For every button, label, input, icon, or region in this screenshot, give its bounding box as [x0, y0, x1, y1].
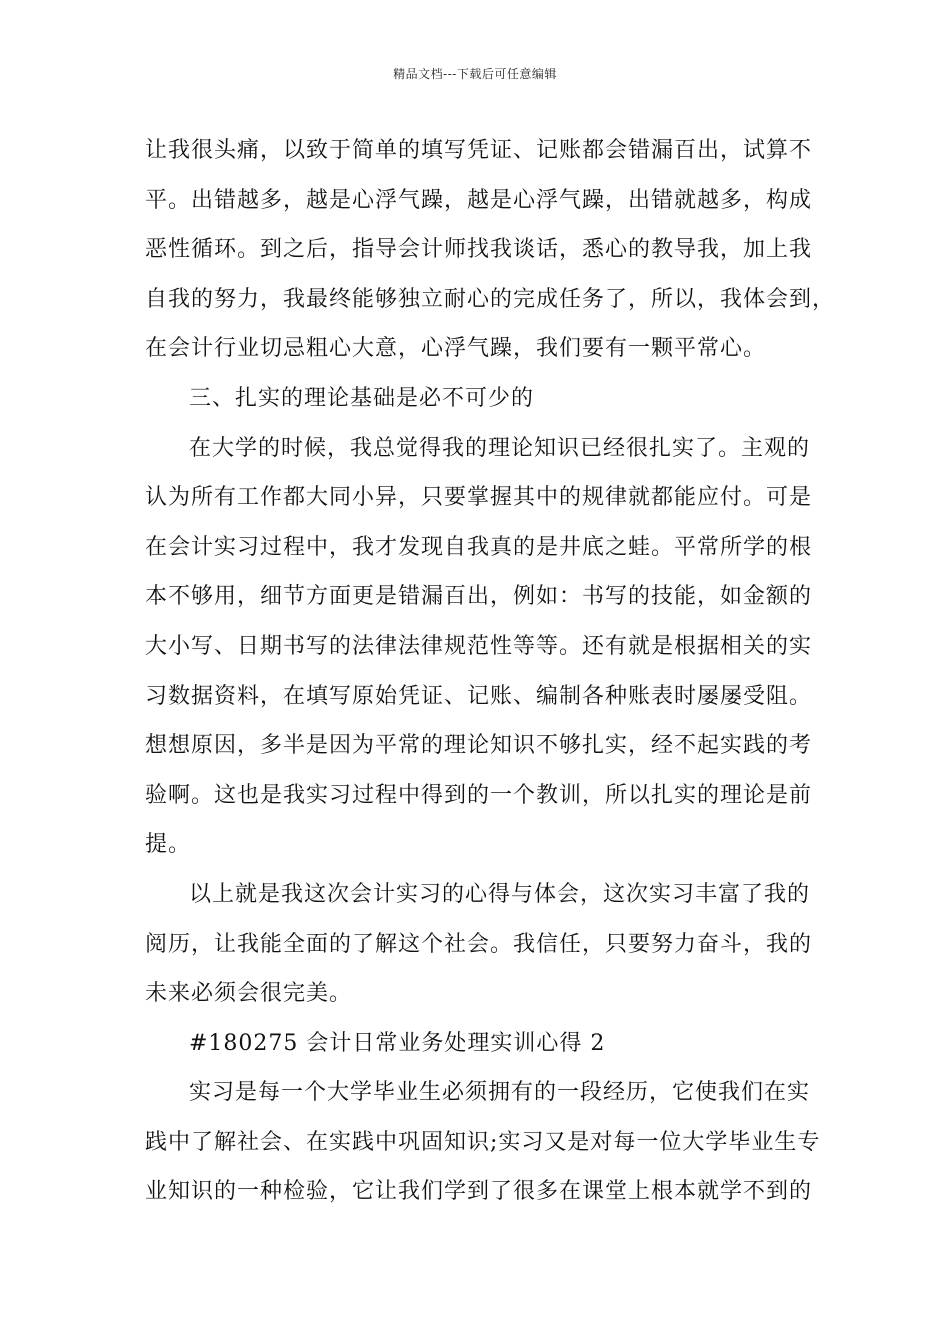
body-line: 认为所有工作都大同小异，只要掌握其中的规律就都能应付。可是	[145, 485, 813, 511]
body-line: 阅历，让我能全面的了解这个社会。我信任，只要努力奋斗，我的	[145, 931, 813, 957]
body-line: 在大学的时候，我总觉得我的理论知识已经很扎实了。主观的	[189, 435, 811, 461]
body-line: 验啊。这也是我实习过程中得到的一个教训，所以扎实的理论是前	[145, 782, 813, 808]
body-line: 平。出错越多，越是心浮气躁，越是心浮气躁，出错就越多，构成	[145, 187, 813, 213]
body-line: 在会计行业切忌粗心大意，心浮气躁，我们要有一颗平常心。	[145, 336, 767, 362]
section-heading: 三、扎实的理论基础是必不可少的	[189, 385, 535, 411]
body-line: 以上就是我这次会计实习的心得与体会，这次实习丰富了我的	[189, 881, 811, 907]
body-line: 提。	[145, 832, 192, 858]
body-line: 业知识的一种检验，它让我们学到了很多在课堂上根本就学不到的	[145, 1179, 813, 1205]
body-line: 让我很头痛，以致于简单的填写凭证、记账都会错漏百出，试算不	[145, 138, 813, 163]
body-line: 本不够用，细节方面更是错漏百出，例如：书写的技能，如金额的	[145, 584, 813, 610]
section-heading: #180275 会计日常业务处理实训心得 2	[189, 1030, 606, 1056]
body-line: 践中了解社会、在实践中巩固知识;实习又是对每一位大学毕业生专	[145, 1129, 821, 1155]
body-line: 自我的努力，我最终能够独立耐心的完成任务了，所以，我体会到，	[145, 286, 836, 312]
body-line: 想想原因，多半是因为平常的理论知识不够扎实，经不起实践的考	[145, 733, 813, 759]
body-line: 在会计实习过程中，我才发现自我真的是井底之蛙。平常所学的根	[145, 534, 813, 560]
body-line: 实习是每一个大学毕业生必须拥有的一段经历，它使我们在实	[189, 1080, 811, 1106]
page-header: 精品文档---下载后可任意编辑	[393, 67, 557, 81]
body-line: 恶性循环。到之后，指导会计师找我谈话，悉心的教导我，加上我	[145, 237, 813, 263]
body-line: 习数据资料，在填写原始凭证、记账、编制各种账表时屡屡受阻。	[145, 683, 813, 709]
document-body	[145, 126, 836, 1217]
body-line: 未来必须会很完美。	[145, 981, 353, 1007]
body-line: 大小写、日期书写的法律法律规范性等等。还有就是根据相关的实	[145, 633, 813, 659]
